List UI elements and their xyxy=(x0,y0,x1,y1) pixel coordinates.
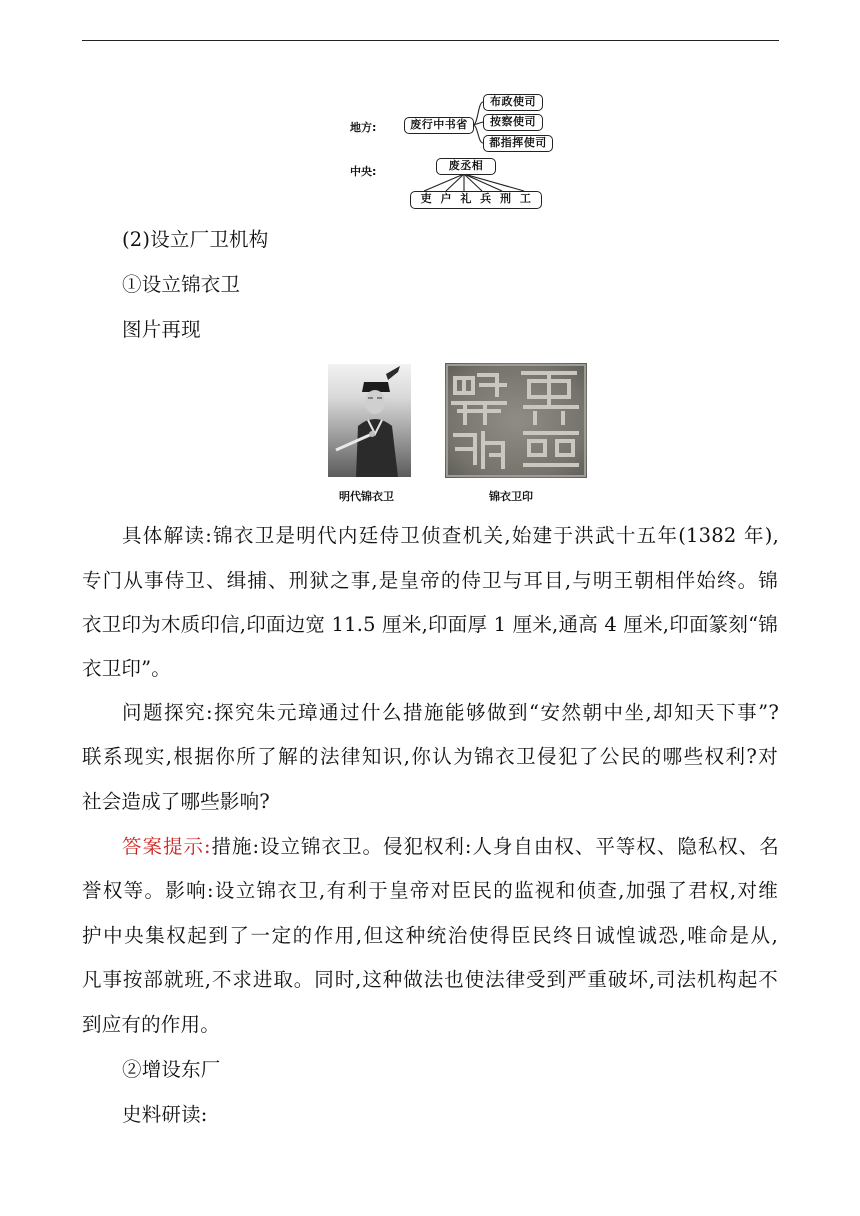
heading-2: (2)设立厂卫机构 xyxy=(122,228,269,251)
interpretation-line-2: 专门从事侍卫、缉捕、刑狱之事,是皇帝的侍卫与耳目,与明王朝相伴始终。锦 xyxy=(82,569,778,592)
answer-line-4: 凡事按部就班,不求进取。同时,这种做法也使法律受到严重破坏,司法机构起不 xyxy=(82,968,778,991)
interpretation-line-3: 衣卫印为木质印信,印面边宽 11.5 厘米,印面厚 1 厘米,通高 4 厘米,印面篆刻“锦 xyxy=(82,613,778,636)
answer-line-5: 到应有的作用。 xyxy=(82,1013,220,1036)
jinyiwei-seal-photo xyxy=(445,363,587,478)
pictures-title: 图片再现 xyxy=(122,318,201,341)
seal-script-carving xyxy=(445,363,587,478)
chancellor-box: 废丞相 xyxy=(436,158,496,175)
heading-2-2: ②增设东厂 xyxy=(122,1058,221,1081)
question-line-2: 联系现实,根据你所了解的法律知识,你认为锦衣卫侵犯了公民的哪些权利?对 xyxy=(82,745,778,768)
province-box: 废行中书省 xyxy=(404,117,474,134)
ming-government-diagram xyxy=(330,88,570,218)
answer-line-1 xyxy=(122,835,779,859)
office-box-administration: 布政使司 xyxy=(483,94,543,111)
photo-caption: 明代锦衣卫 xyxy=(339,490,394,503)
interpretation-line-4: 衣卫印”。 xyxy=(82,657,171,680)
local-label: 地方: xyxy=(350,121,377,134)
question-line-3: 社会造成了哪些影响? xyxy=(82,790,270,813)
answer-line-1-text: 措施:设立锦衣卫。侵犯权利:人身自由权、平等权、隐私权、名 xyxy=(210,835,779,858)
header-rule xyxy=(82,40,779,41)
jinyiwei-guard-photo xyxy=(328,364,411,477)
office-box-surveillance: 按察使司 xyxy=(483,114,543,131)
source-reading-label: 史料研读: xyxy=(122,1103,208,1126)
heading-2-1: ①设立锦衣卫 xyxy=(122,273,241,296)
seal-caption: 锦衣卫印 xyxy=(489,490,533,503)
interpretation-line-1: 具体解读:锦衣卫是明代内廷侍卫侦查机关,始建于洪武十五年(1382 年), xyxy=(122,524,779,547)
ministries-box: 吏 户 礼 兵 刑 工 xyxy=(410,191,542,209)
answer-label: 答案提示: xyxy=(122,835,211,858)
central-label: 中央: xyxy=(350,165,377,178)
answer-line-2: 誉权等。影响:设立锦衣卫,有利于皇帝对臣民的监视和侦查,加强了君权,对维 xyxy=(82,879,778,902)
answer-line-3: 护中央集权起到了一定的作用,但这种统治使得臣民终日诚惶诚恐,唯命是从, xyxy=(82,924,778,947)
guard-figure-illustration xyxy=(328,364,411,477)
question-line-1: 问题探究:探究朱元璋通过什么措施能够做到“安然朝中坐,却知天下事”? xyxy=(122,701,779,724)
office-box-military: 都指挥使司 xyxy=(483,135,553,152)
